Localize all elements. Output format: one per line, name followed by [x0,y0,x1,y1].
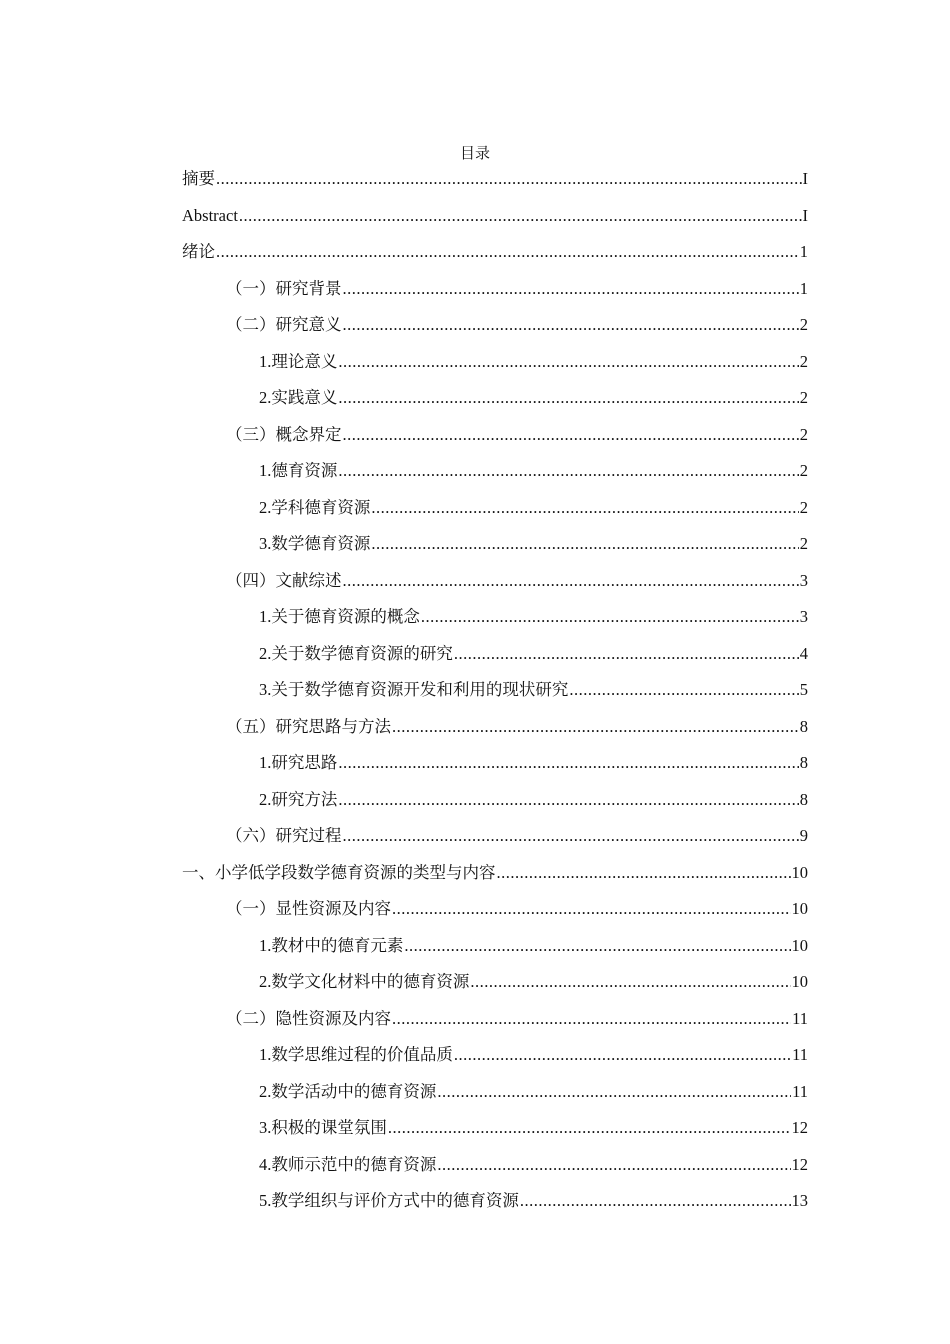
toc-entry-label: 4.教师示范中的德育资源 [259,1154,437,1174]
toc-entry[interactable] [182,1147,808,1184]
toc-leader-dots [437,1074,791,1111]
table-of-contents [182,161,808,1220]
toc-page-number: 2 [799,315,808,334]
toc-leader-dots [569,672,798,709]
toc-entry[interactable] [182,1110,808,1147]
toc-entry[interactable] [182,672,808,709]
toc-leader-dots [454,636,799,673]
toc-entry[interactable] [182,1074,808,1111]
toc-leader-dots [338,380,798,417]
toc-leader-dots [404,928,790,965]
toc-entry-label: 3.数学德育资源 [259,534,371,553]
toc-entry-label: 绪论 [182,242,215,261]
toc-entry-label: 1.德育资源 [259,461,338,480]
toc-entry[interactable] [182,526,808,563]
toc-entry-label: 2.学科德育资源 [259,497,371,517]
toc-leader-dots [520,1183,791,1220]
toc-entry[interactable] [182,344,808,381]
toc-entry[interactable] [182,1037,808,1074]
toc-leader-dots [343,563,799,600]
toc-entry[interactable] [182,453,808,490]
toc-leader-dots [343,271,799,308]
toc-leader-dots [392,709,799,746]
toc-entry-label: （二）研究意义 [226,315,342,334]
toc-entry[interactable] [182,563,808,600]
toc-entry-label: 1.研究思路 [259,753,338,772]
toc-entry-label: 一、小学低学段数学德育资源的类型与内容 [182,862,496,882]
toc-entry-label: 2.关于数学德育资源的研究 [259,643,453,663]
toc-entry-label: 2.数学活动中的德育资源 [259,1081,437,1101]
toc-entry-label: 2.数学文化材料中的德育资源 [259,972,470,991]
toc-entry[interactable] [182,855,808,892]
toc-entry[interactable] [182,380,808,417]
toc-entry-label: 5.教学组织与评价方式中的德育资源 [259,1191,519,1210]
toc-page-number: 3 [799,570,808,590]
toc-page-number: 10 [791,862,808,882]
toc-leader-dots [239,198,802,235]
toc-entry-label: 1.理论意义 [259,351,338,371]
toc-leader-dots [343,818,799,855]
toc-entry[interactable] [182,818,808,855]
toc-leader-dots [216,161,802,198]
toc-leader-dots [338,344,798,381]
toc-page-number: I [802,169,808,188]
toc-entry-label: （一）研究背景 [226,278,342,298]
toc-page-number: 2 [799,461,808,480]
toc-leader-dots [371,526,798,563]
toc-entry-label: （三）概念界定 [226,424,342,444]
toc-leader-dots [338,745,798,782]
toc-entry-label: 摘要 [182,169,215,188]
toc-page-number: 13 [791,1191,808,1210]
toc-entry-label: 3.积极的课堂氛围 [259,1118,387,1137]
toc-entry-label: Abstract [182,205,238,225]
toc-entry[interactable] [182,1001,808,1038]
toc-leader-dots [338,453,798,490]
toc-entry-label: 2.研究方法 [259,789,338,809]
toc-entry[interactable] [182,745,808,782]
toc-page-number: 10 [791,935,808,955]
toc-entry-label: 1.关于德育资源的概念 [259,607,420,626]
toc-page-number: 9 [799,826,808,845]
toc-entry[interactable] [182,1183,808,1220]
toc-leader-dots [392,1001,791,1038]
toc-leader-dots [343,417,799,454]
toc-leader-dots [392,891,791,928]
toc-page-number: 2 [799,351,808,371]
toc-entry[interactable] [182,307,808,344]
toc-page-number: I [802,205,808,225]
toc-page-number: 1 [799,278,808,298]
toc-entry[interactable] [182,271,808,308]
toc-leader-dots [437,1147,790,1184]
toc-entry-label: （一）显性资源及内容 [226,899,391,918]
toc-page-number: 8 [799,753,808,772]
toc-leader-dots [454,1037,791,1074]
toc-entry-label: （五）研究思路与方法 [226,716,391,736]
toc-entry-label: （四）文献综述 [226,570,342,590]
toc-entry-label: （六）研究过程 [226,826,342,845]
toc-page-number: 2 [799,534,808,553]
toc-page-number: 1 [799,242,808,261]
toc-entry[interactable] [182,636,808,673]
toc-entry[interactable] [182,964,808,1001]
toc-entry[interactable] [182,198,808,235]
toc-entry[interactable] [182,161,808,198]
toc-page-number: 2 [799,497,808,517]
toc-page-number: 3 [799,607,808,626]
toc-entry[interactable] [182,928,808,965]
toc-entry[interactable] [182,709,808,746]
toc-leader-dots [421,599,799,636]
toc-page-number: 2 [799,424,808,444]
toc-entry[interactable] [182,490,808,527]
toc-page-number: 4 [799,643,808,663]
toc-title: 目录 [459,146,490,162]
toc-entry-label: 1.数学思维过程的价值品质 [259,1045,453,1064]
toc-leader-dots [470,964,790,1001]
toc-page-number: 10 [791,972,808,991]
toc-entry[interactable] [182,782,808,819]
toc-page-number: 5 [799,680,808,699]
toc-leader-dots [343,307,799,344]
toc-page-number: 12 [791,1154,808,1174]
toc-page-number: 12 [791,1118,808,1137]
toc-entry-label: 1.教材中的德育元素 [259,935,404,955]
toc-entry-label: 2.实践意义 [259,388,338,407]
toc-leader-dots [388,1110,791,1147]
toc-entry[interactable] [182,599,808,636]
toc-leader-dots [371,490,798,527]
toc-page-number: 10 [791,899,808,918]
toc-leader-dots [338,782,798,819]
toc-page-number: 2 [799,388,808,407]
toc-leader-dots [216,234,799,271]
toc-page-number: 8 [799,789,808,809]
toc-entry[interactable] [182,417,808,454]
toc-page-number: 11 [792,1045,808,1064]
toc-entry-label: （二）隐性资源及内容 [226,1008,391,1028]
toc-entry-label: 3.关于数学德育资源开发和利用的现状研究 [259,680,569,699]
toc-page-number: 11 [792,1081,808,1101]
toc-page-number: 11 [792,1008,808,1028]
toc-entry[interactable] [182,234,808,271]
toc-leader-dots [497,855,791,892]
toc-entry[interactable] [182,891,808,928]
toc-page-number: 8 [799,716,808,736]
